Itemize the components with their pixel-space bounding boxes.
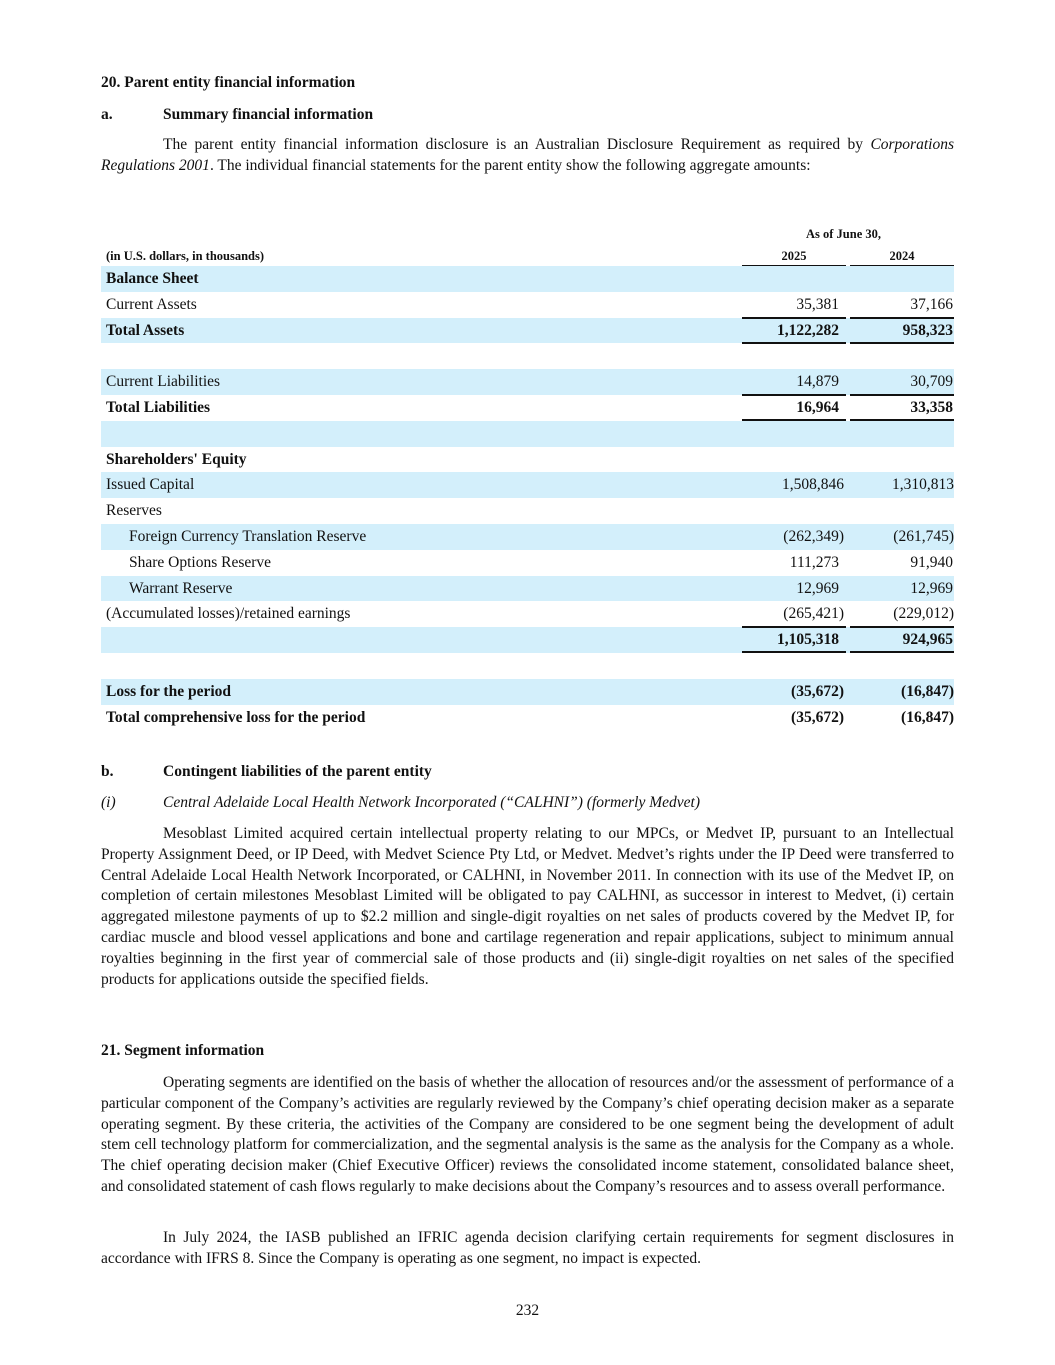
- paragraph-text: Mesoblast Limited acquired certain intellectual property relating to our MPCs, or Medvet IP, pursuant to an Intellectual Property Assignment Deed, or IP Deed, with Medvet Science Pty Ltd, or Medvet. Medvet’s rights under the IP Deed were transferred to Central Adelaide Local Health Network Incorporated, or CALHNI, in November 2011. In connection with its use of the Medvet IP, on completion of certain milestones Mesoblast Limited will be obligated to pay CALHNI, as successor in interest to Medvet, (i) certain aggregated milestone payments of up to $2.2 million and single-digit royalties on net sales of products covered by the Medvet IP, for cardiac muscle and blood vessel applications and bone and cartilage regeneration and repair applications, subject to minimum annual royalties beginning in the first year of commercial sale of those products and (ii) single-digit royalties on net sales of the specified products for applications outside the specified fields.: [101, 825, 954, 988]
- value-2024: (229,012): [893, 605, 954, 623]
- row-label: Current Assets: [106, 295, 197, 313]
- unit-label: (in U.S. dollars, in thousands): [106, 249, 265, 263]
- period-header: As of June 30,: [806, 227, 882, 241]
- total-rule: [850, 317, 954, 319]
- total-rule: [850, 651, 954, 653]
- table-row: [101, 679, 954, 705]
- table-row: [101, 498, 954, 524]
- table-row-spacer: [101, 421, 954, 447]
- intro-text-end: . The individual financial statements for the parent entity show the following aggregate amounts:: [209, 156, 811, 174]
- total-rule: [742, 317, 846, 319]
- regulation-name: Corporations Regulations 2001: [101, 136, 954, 174]
- value-2025: 14,879: [796, 373, 839, 391]
- parent-entity-table: [101, 266, 954, 730]
- value-2025: (35,672): [791, 708, 844, 726]
- value-2024: (16,847): [901, 708, 954, 726]
- table-row-spacer: [101, 343, 954, 369]
- total-rule: [850, 626, 954, 628]
- table-row: [101, 395, 954, 421]
- table-row: [101, 601, 954, 627]
- section-21-heading: 21. Segment information: [101, 1042, 265, 1059]
- total-rule: [850, 342, 954, 344]
- table-row: [101, 705, 954, 731]
- row-label: Loss for the period: [106, 682, 232, 700]
- paragraph-text: Operating segments are identified on the basis of whether the allocation of resources and/or the assessment of performance of a particular component of the Company’s activities are regularly reviewed by the Company’s chief operating decision maker as a separate operating segment. By these criteria, the activities of the Company are considered to be one segment being the development of adult stem cell technology platform for commercialization, and the segmental analysis is the same as the analysis for the Company as a whole. The chief operating decision maker (Chief Executive Officer) reviews the consolidated income statement, consolidated balance sheet, and consolidated statement of cash flows regularly to make decisions about the Company’s resources and to assess overall performance.: [101, 1074, 954, 1195]
- table-row: [101, 266, 954, 292]
- value-2024: 33,358: [910, 398, 953, 416]
- value-2025: (262,349): [783, 527, 844, 545]
- subsection-b-heading: [101, 763, 432, 781]
- page-number: 232: [515, 1302, 540, 1319]
- table-row-subtotal: [101, 627, 954, 653]
- row-label: Balance Sheet: [106, 270, 199, 287]
- row-label: Shareholders' Equity: [106, 450, 247, 468]
- subsection-a-number: a.: [101, 106, 113, 123]
- total-rule: [850, 394, 954, 396]
- subsection-a-title: Summary financial information: [163, 106, 374, 123]
- row-label: Total Liabilities: [106, 398, 211, 416]
- table-row: [101, 550, 954, 576]
- value-2024: (16,847): [901, 682, 954, 700]
- total-rule: [742, 419, 846, 421]
- value-2025: 1,122,282: [777, 321, 839, 339]
- table-row: [101, 447, 954, 473]
- table-row-spacer: [101, 653, 954, 679]
- value-2024: 30,709: [910, 373, 953, 391]
- value-2025: 35,381: [796, 295, 839, 313]
- row-label: Issued Capital: [106, 476, 195, 494]
- intro-text: The parent entity financial information disclosure is an Australian Disclosure Requirement as required by: [163, 136, 871, 153]
- row-label: Warrant Reserve: [129, 579, 233, 597]
- value-2025: 1,508,846: [782, 476, 844, 494]
- value-2024: 91,940: [910, 553, 953, 571]
- subsection-i-heading: [101, 794, 700, 812]
- value-2025: 12,969: [796, 579, 839, 597]
- table-row: [101, 369, 954, 395]
- total-rule: [742, 626, 846, 628]
- value-2024: (261,745): [893, 527, 954, 545]
- row-label: Reserves: [106, 502, 162, 520]
- total-rule: [742, 394, 846, 396]
- segment-paragraph-1: [101, 1073, 954, 1198]
- column-2024: 2024: [889, 249, 915, 263]
- subsection-b-title: Contingent liabilities of the parent entity: [163, 763, 432, 780]
- value-2025: (265,421): [783, 605, 844, 623]
- value-2024: 958,323: [902, 321, 953, 339]
- value-2025: 1,105,318: [777, 631, 839, 649]
- value-2024: 1,310,813: [892, 476, 954, 494]
- row-label: Share Options Reserve: [129, 553, 272, 571]
- value-2024: 37,166: [910, 295, 953, 313]
- table-row: [101, 576, 954, 602]
- row-label: Foreign Currency Translation Reserve: [129, 527, 367, 545]
- row-label: Total Assets: [106, 321, 185, 339]
- contingent-liabilities-paragraph: [101, 824, 954, 990]
- table-row: [101, 318, 954, 344]
- segment-paragraph-2: [101, 1228, 954, 1270]
- subsection-i-number: (i): [101, 794, 116, 811]
- value-2024: 12,969: [910, 579, 953, 597]
- subsection-a-heading: [101, 106, 373, 124]
- section-20-heading: 20. Parent entity financial information: [101, 74, 356, 91]
- table-row: [101, 472, 954, 498]
- total-rule: [742, 651, 846, 653]
- value-2025: 111,273: [789, 553, 839, 571]
- value-2025: 16,964: [796, 398, 839, 416]
- row-label: Total comprehensive loss for the period: [106, 708, 366, 726]
- total-rule: [742, 342, 846, 344]
- paragraph-text: In July 2024, the IASB published an IFRIC agenda decision clarifying certain requirements for segment disclosures in accordance with IFRS 8. Since the Company is operating as one segment, no impact is expected.: [101, 1229, 954, 1267]
- total-rule: [850, 419, 954, 421]
- value-2025: (35,672): [791, 682, 844, 700]
- subsection-i-title: Central Adelaide Local Health Network Incorporated (“CALHNI”) (formerly Medvet): [163, 794, 700, 811]
- value-2024: 924,965: [902, 631, 953, 649]
- row-label: (Accumulated losses)/retained earnings: [106, 605, 351, 623]
- table-row: [101, 292, 954, 318]
- column-2025: 2025: [781, 249, 807, 263]
- row-label: Current Liabilities: [106, 373, 221, 391]
- table-row: [101, 524, 954, 550]
- subsection-b-number: b.: [101, 763, 114, 780]
- intro-paragraph: [101, 135, 954, 177]
